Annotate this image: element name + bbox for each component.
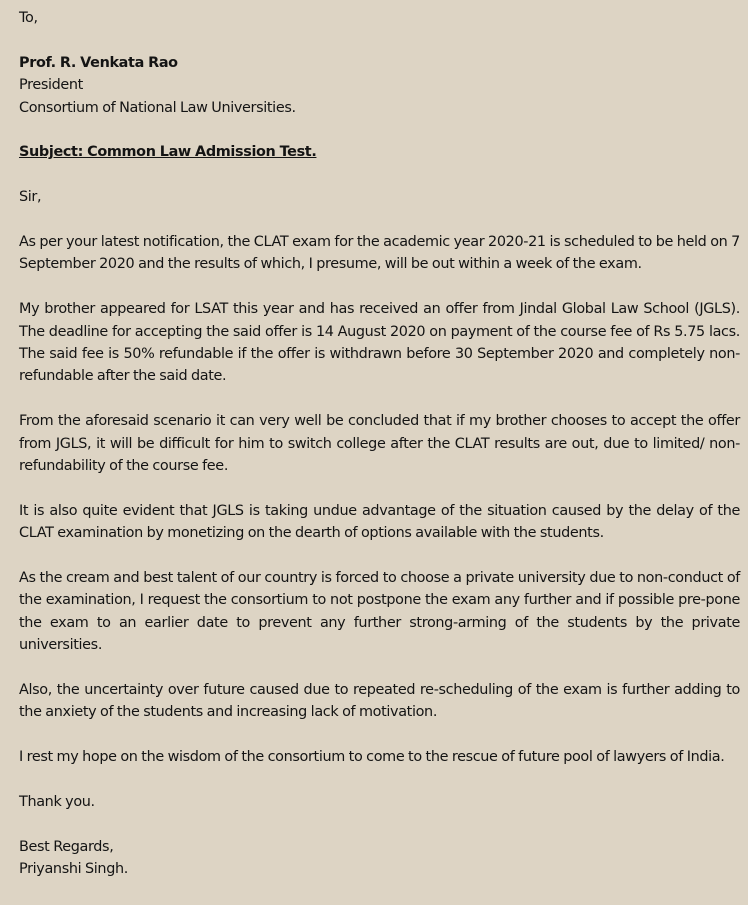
body-paragraph-6: Also, the uncertainty over future caused due to repeated re-scheduling of the exam is further adding to the anxiety of the students and increasing lack of motivation.	[19, 682, 740, 721]
spacer	[19, 769, 740, 791]
recipient-organization: Consortium of National Law Universities.	[19, 99, 296, 116]
subject-line: Subject: Common Law Admission Test.	[19, 144, 317, 161]
body-paragraph-4: It is also quite evident that JGLS is taking undue advantage of the situation caused by the delay of the CLAT examination by monetizing on the dearth of options available with the students.	[19, 502, 740, 542]
spacer	[19, 164, 740, 186]
body-paragraph-5: As the cream and best talent of our country is forced to choose a private university due to non-conduct of the examination, I request the consortium to not postpone the exam any further and if possible pre-pone the exam to an earlier date to prevent any further strong-arming of the students by the private universities.	[19, 570, 740, 654]
spacer	[19, 209, 740, 231]
salutation-to: To,	[19, 10, 38, 26]
thanks-line: Thank you.	[19, 794, 95, 811]
closing-line: Best Regards,	[19, 838, 114, 855]
spacer	[19, 657, 740, 679]
spacer	[19, 119, 740, 141]
spacer	[19, 388, 740, 410]
signature-name: Priyanshi Singh.	[19, 861, 128, 878]
greeting: Sir,	[19, 189, 42, 206]
spacer	[19, 724, 740, 746]
recipient-name: Prof. R. Venkata Rao	[19, 54, 178, 71]
recipient-title: President	[19, 77, 83, 94]
spacer	[19, 29, 740, 51]
body-paragraph-3: From the aforesaid scenario it can very well be concluded that if my brother chooses to accept the offer from JGLS, it will be difficult for him to switch college after the CLAT results are out, due to limited/ non-refundability of the course fee.	[19, 413, 740, 475]
spacer	[19, 276, 740, 298]
spacer	[19, 545, 740, 567]
spacer	[19, 813, 740, 835]
body-paragraph-1: As per your latest notification, the CLAT exam for the academic year 2020-21 is scheduled to be held on 7 September 2020 and the results of which, I presume, will be out within a week of the exam.	[19, 234, 740, 273]
body-paragraph-7: I rest my hope on the wisdom of the consortium to come to the rescue of future pool of lawyers of India.	[19, 749, 725, 766]
body-paragraph-2: My brother appeared for LSAT this year and has received an offer from Jindal Global Law School (JGLS). The deadline for accepting the said offer is 14 August 2020 on payment of the course fee of Rs 5.75 lacs. The said fee is 50% refundable if the offer is withdrawn before 30 September 2020 and completely non-refundable after the said date.	[19, 301, 740, 385]
spacer	[19, 477, 740, 499]
